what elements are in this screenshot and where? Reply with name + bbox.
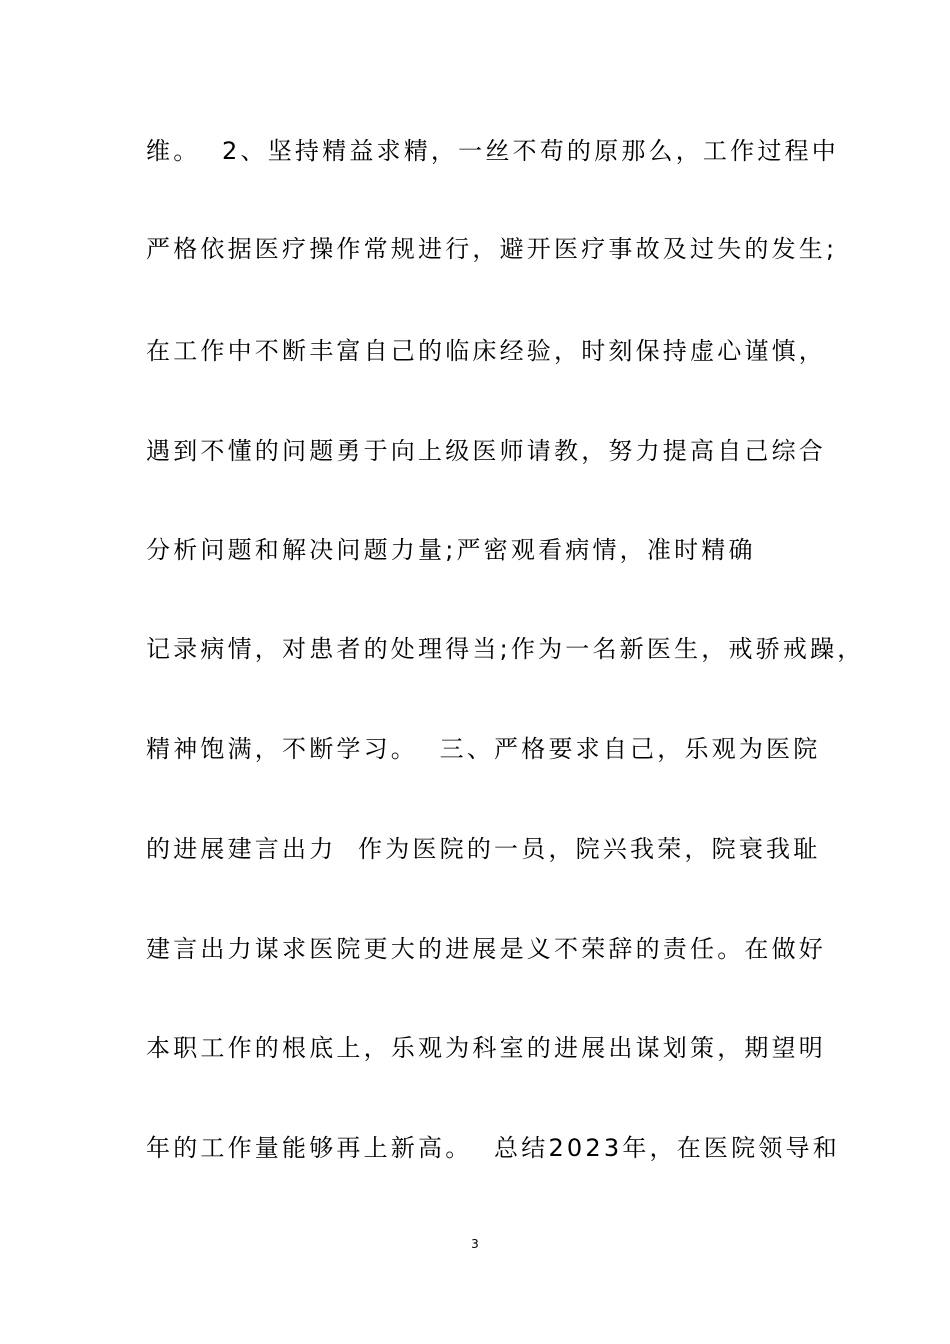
text-line: 本职工作的根底上，乐观为科室的进展出谋划策，期望明 — [146, 1034, 826, 1062]
page-number: 3 — [471, 1237, 479, 1251]
text-line: 分析问题和解决问题力量;严密观看病情，准时精确 — [146, 536, 756, 564]
text-line: 建言出力谋求医院更大的进展是义不荣辞的责任。在做好 — [146, 935, 826, 963]
text-line: 维。 2、坚持精益求精，一丝不苟的原那么，工作过程中 — [146, 137, 839, 165]
text-line: 在工作中不断丰富自己的临床经验，时刻保持虚心谨慎， — [146, 337, 826, 365]
text-line: 年的工作量能够再上新高。 总结2023年，在医院领导和 — [146, 1134, 840, 1162]
text-line: 遇到不懂的问题勇于向上级医师请教，努力提高自己综合 — [146, 437, 826, 465]
text-line: 精神饱满，不断学习。 三、严格要求自己，乐观为医院 — [146, 735, 821, 763]
text-line: 的进展建言出力 作为医院的一员，院兴我荣，院衰我耻 — [146, 835, 821, 863]
text-line: 严格依据医疗操作常规进行，避开医疗事故及过失的发生; — [146, 235, 838, 263]
text-line: 记录病情，对患者的处理得当;作为一名新医生，戒骄戒躁， — [146, 635, 865, 663]
